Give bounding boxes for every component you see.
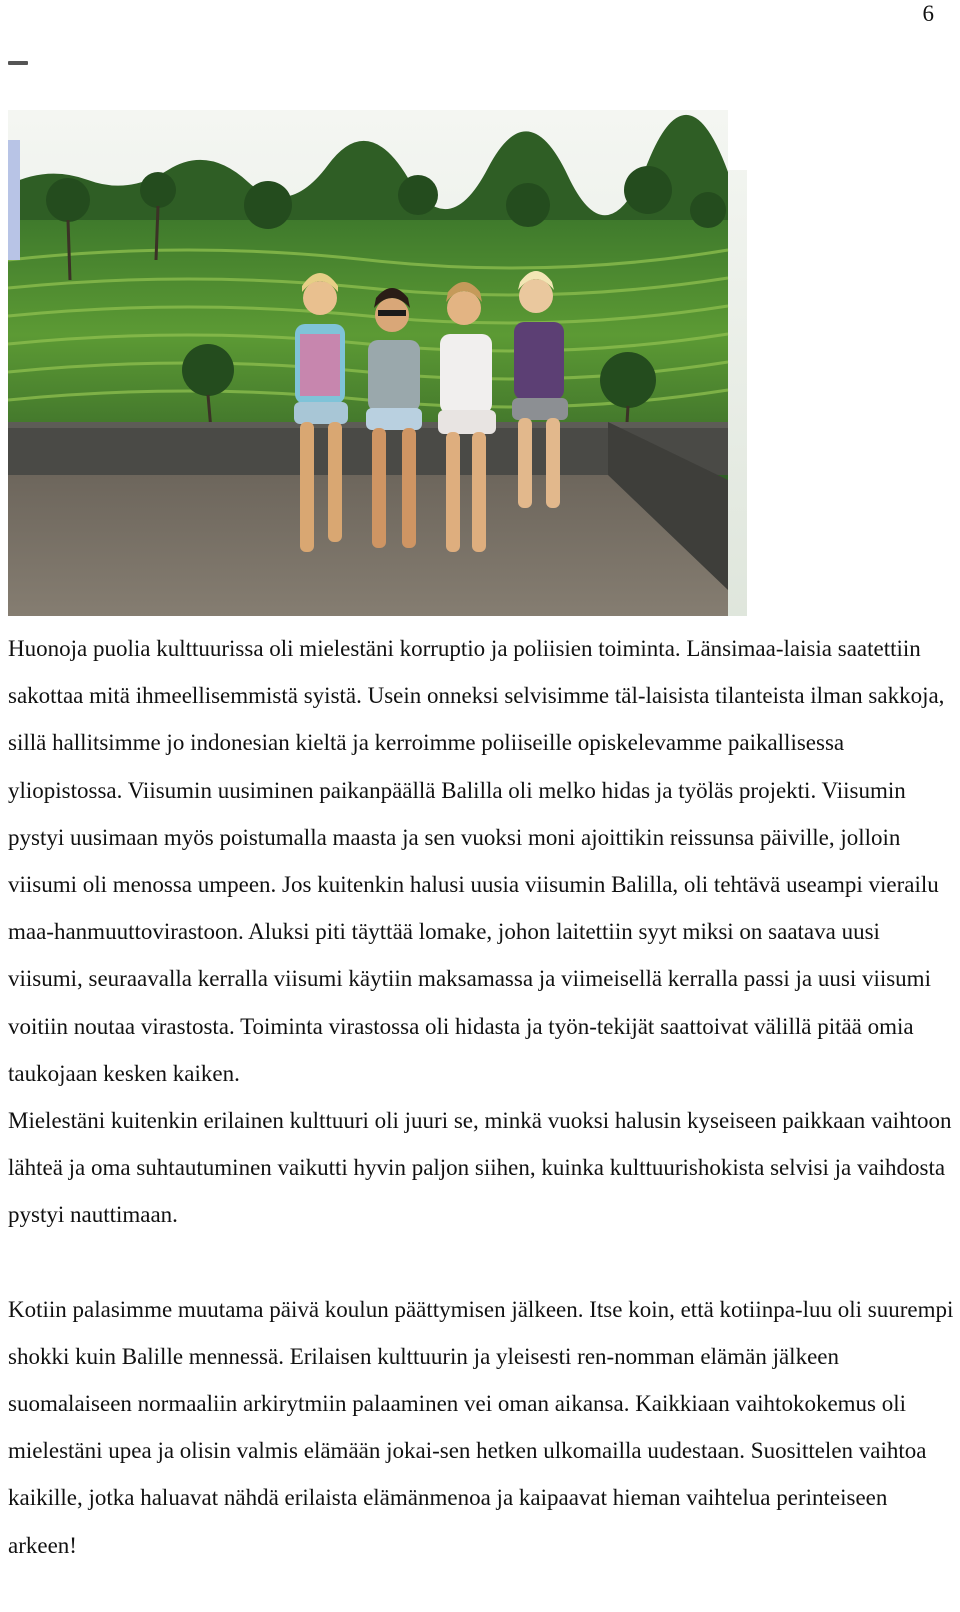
paragraph: Kotiin palasimme muutama päivä koulun päättymisen jälkeen. Itse koin, että kotiinpa-luu oli suurempi shokki kuin Balille mennessä. Erilaisen kulttuurin ja yleisesti ren-nomman elämän jälkeen suomalaiseen normaaliin arkirytmiin palaaminen vei oman aikansa. Kaikkiaan vaihtokokemus oli mielestäni upea ja olisin valmis elämään jokai-sen hetken ulkomailla uudestaan. Suosittelen vaihtoa kaikille, jotka haluavat nähdä erilaista elämänmenoa ja kaipaavat hieman vaihtelua perinteiseen arkeen! — [8, 1296, 954, 1558]
page-number: 6 — [922, 1, 934, 26]
paragraph: Mielestäni kuitenkin erilainen kulttuuri oli juuri se, minkä vuoksi halusin kyseiseen paikkaan vaihtoon lähteä ja oma suhtautuminen vaikutti hyvin paljon siihen, kuinka kulttuurishokista selvisi ja vaihdosta pystyi nauttimaan. — [8, 1108, 952, 1228]
body-text — [8, 625, 958, 1569]
travel-photo — [8, 110, 747, 616]
corner-mark — [8, 61, 28, 65]
paragraph: Huonoja puolia kulttuurissa oli mielestäni korruptio ja poliisien toiminta. Länsimaa-laisia saatettiin sakottaa mitä ihmeellisemmistä syistä. Usein onneksi selvisimme täl-laisista tilanteista ilman sakkoja, sillä hallitsimme jo indonesian kieltä ja kerroimme poliiseille opiskelevamme paikallisessa yliopistossa. Viisumin uusiminen paikanpäällä Balilla oli melko hidas ja työläs projekti. Viisumin pystyi uusimaan myös poistumalla maasta ja sen vuoksi moni ajoittikin reissunsa päiville, jolloin viisumi oli menossa umpeen. Jos kuitenkin halusi uusia viisumin Balilla, oli tehtävä useampi vierailu maa-hanmuuttovirastoon. Aluksi piti täyttää lomake, johon laitettiin syyt miksi on saatava uusi viisumi, seuraavalla kerralla viisumi käytiin maksamassa ja viimeisellä kerralla passi ja uusi viisumi voitiin noutaa virastosta. Toiminta virastossa oli hidasta ja työn-tekijät saattoivat välillä pitää omia taukojaan kesken kaiken. — [8, 636, 945, 1086]
